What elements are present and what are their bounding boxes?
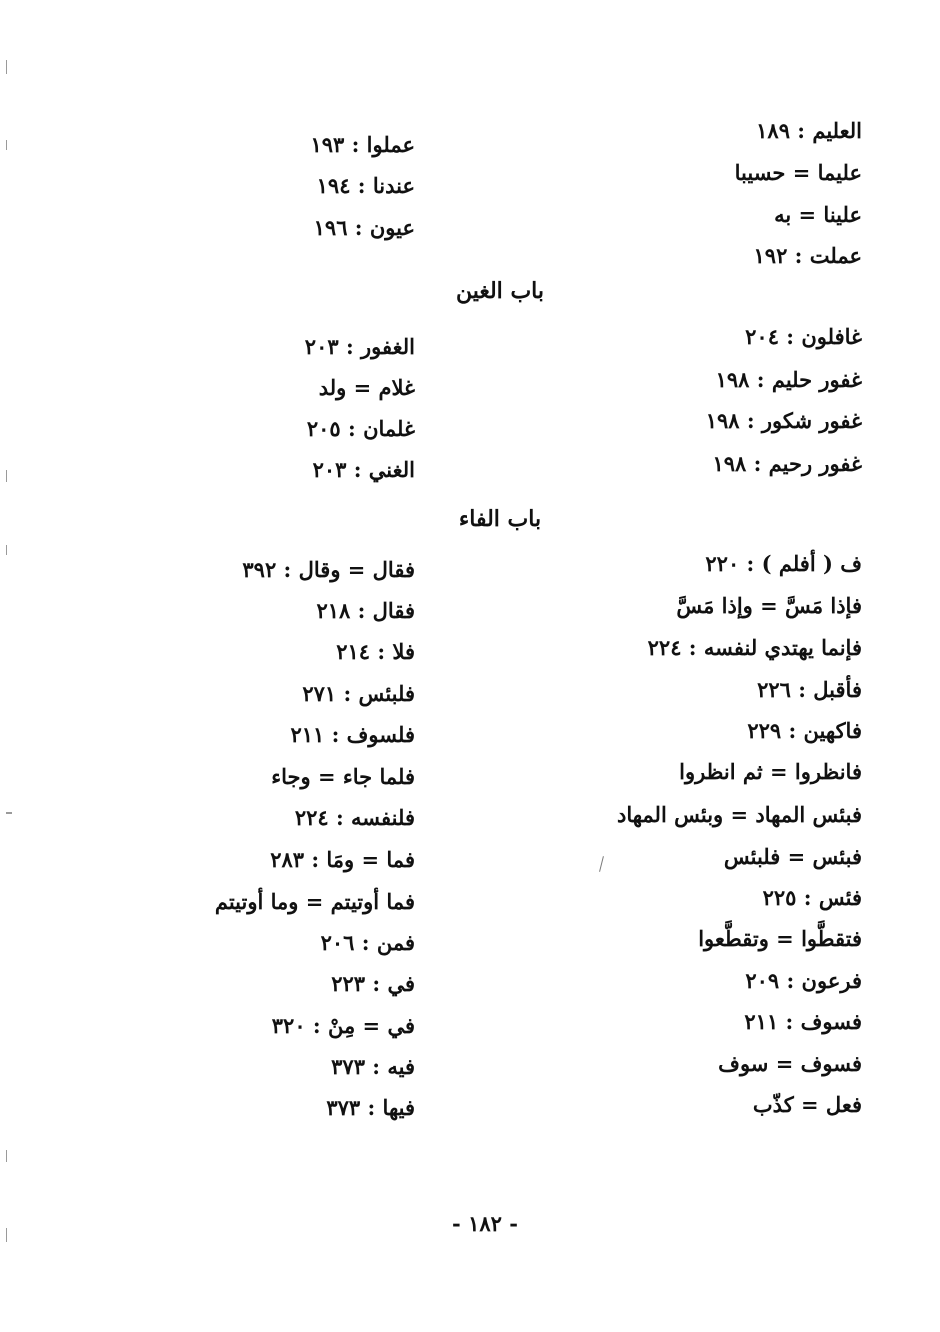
index-entry: فسوف = سوف [718,1051,862,1076]
index-entry: فيها : ٣٧٣ [326,1095,415,1120]
index-entry: فقال = وقال : ٣٩٢ [242,557,415,582]
index-entry: العليم : ١٨٩ [756,118,862,143]
index-entry: غافلون : ٢٠٤ [745,324,862,349]
index-entry: فأقبل : ٢٢٦ [757,677,862,702]
index-entry: فرعون : ٢٠٩ [745,968,862,993]
index-entry: عملوا : ١٩٣ [310,132,415,157]
scan-artifact [6,1150,7,1162]
scan-artifact [599,856,604,872]
index-entry: فاكهين : ٢٢٩ [747,718,862,743]
index-entry: فئس : ٢٢٥ [762,885,862,910]
index-entry: فبئس المهاد = وبئس المهاد [616,802,862,827]
index-entry: فما أوتيتم = وما أوتيتم [214,889,415,914]
index-entry: علينا = به [774,202,862,227]
index-entry: الغفور : ٢٠٣ [304,334,415,359]
scan-artifact [6,812,12,814]
scan-artifact [6,1228,7,1242]
scan-artifact [6,545,7,555]
index-entry: في = مِنْ : ٣٢٠ [271,1013,415,1038]
index-entry: فلا : ٢١٤ [336,639,415,664]
index-entry: في : ٢٢٣ [331,971,415,996]
index-entry: غفور رحيم : ١٩٨ [712,451,862,476]
section-heading-ghain: باب الغين [455,278,544,304]
index-entry: فمن : ٢٠٦ [320,930,415,955]
index-entry: الغني : ٢٠٣ [312,457,415,482]
page-number: - ١٨٢ - [452,1211,518,1236]
index-entry: فما = ومَا : ٢٨٣ [270,847,415,872]
index-entry: فيه : ٣٧٣ [331,1054,415,1079]
index-entry: فلسوف : ٢١١ [290,722,415,747]
index-entry: عملت : ١٩٢ [753,243,862,268]
scan-artifact [6,470,7,482]
index-entry: فبئس = فلبئس [723,844,862,869]
index-entry: غلمان : ٢٠٥ [306,416,415,441]
index-entry: فلبئس : ٢٧١ [302,681,415,706]
index-entry: فلنفسه : ٢٢٤ [294,805,415,830]
section-heading-fa: باب الفاء [458,506,542,532]
index-entry: فسوف : ٢١١ [744,1009,862,1034]
index-entry: غفور شكور : ١٩٨ [705,408,862,433]
index-entry: فقال : ٢١٨ [316,598,415,623]
index-entry: غلام = ولد [318,375,415,400]
index-entry: غفور حليم : ١٩٨ [715,367,862,392]
index-entry: فإذا مَسَّ = وإذا مَسَّ [676,593,862,618]
index-entry: عليما = حسيبا [734,160,862,185]
index-entry: فإنما يهتدي لنفسه : ٢٢٤ [647,635,862,660]
index-entry: فلما جاء = وجاء [271,764,415,789]
index-entry: عندنا : ١٩٤ [316,173,415,198]
index-entry: عيون : ١٩٦ [313,215,415,240]
index-entry: فعل = كذّب [752,1092,862,1117]
index-entry: فتقطَّوا = وتقطَّعوا [698,926,862,951]
index-entry: ف ( أفلم ) : ٢٢٠ [705,551,862,576]
scan-artifact [6,60,7,74]
scan-artifact [6,140,7,150]
index-entry: فانظروا = ثم انظروا [679,759,862,784]
